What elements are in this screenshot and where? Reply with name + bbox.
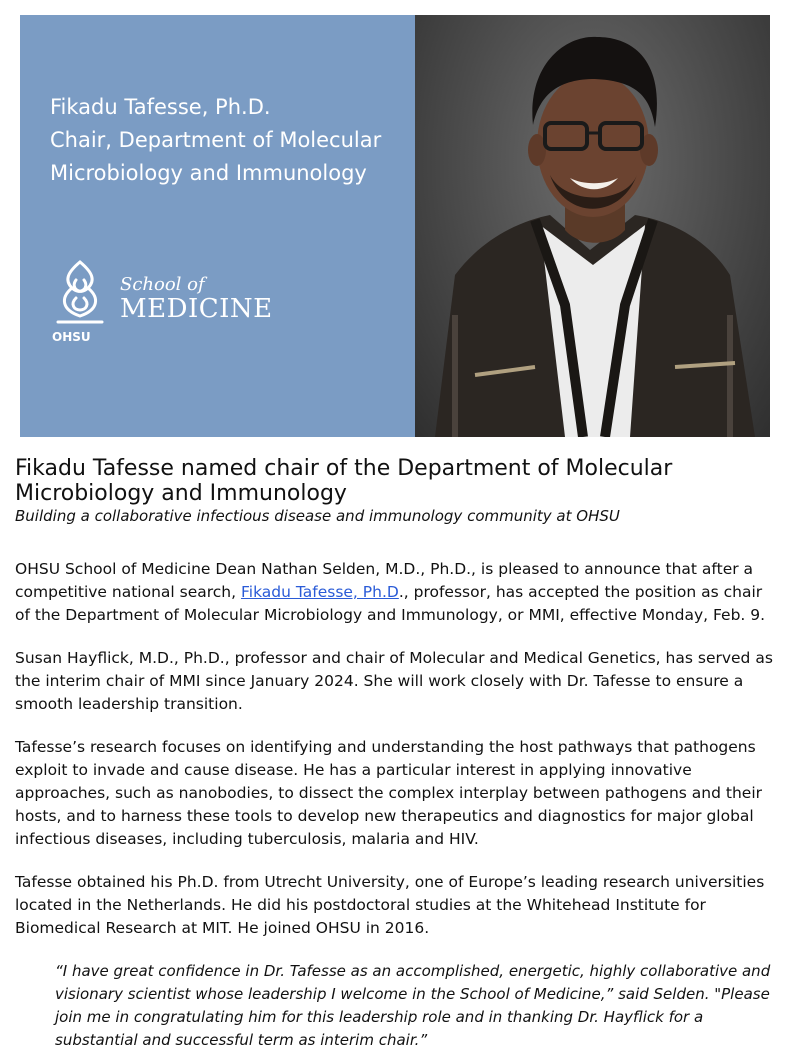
selden-quote: “I have great confidence in Dr. Tafesse as an accomplished, energetic, highly collaborative and visionary scientist whose leadership I welcome in the School of Medicine,” said Selden. "Please join me in congratulating him for this leadership role and in thanking Dr. Hayflick for a substantial and successful term as interim chair.”: [55, 962, 771, 1049]
banner-panel: [20, 15, 415, 437]
banner-title-line: Fikadu Tafesse, Ph.D.: [50, 95, 271, 119]
portrait-photo: [415, 15, 770, 437]
logo-school-text: School of: [120, 274, 205, 295]
portrait-illustration: [415, 15, 770, 437]
banner-title-line: Chair, Department of Molecular: [50, 128, 382, 152]
article-paragraph-3: Tafesse’s research focuses on identifying and understanding the host pathways that pathogens exploit to invade and cause disease. He has a particular interest in applying innovative approaches, such as nanobodies, to dissect the complex interplay between pathogens and their hosts, and to harness these tools to develop new therapeutics and diagnostics for major global infectious diseases, including tuberculosis, malaria and HIV.: [15, 738, 762, 848]
hero-banner: [20, 15, 770, 437]
ohsu-emblem-icon: [50, 258, 110, 330]
banner-title-line: Microbiology and Immunology: [50, 161, 367, 185]
logo-medicine-text: MEDICINE: [120, 294, 273, 324]
banner-title: [50, 91, 410, 190]
article-headline: Fikadu Tafesse named chair of the Department of Molecular Microbiology and Immunology: [15, 456, 673, 506]
article-subhead: Building a collaborative infectious disease and immunology community at OHSU: [15, 507, 620, 525]
paragraph-text: OHSU School of Medicine Dean Nathan Selden, M.D., Ph.D., is pleased to announce that after a competitive national search,: [15, 560, 754, 601]
article-paragraph-4: Tafesse obtained his Ph.D. from Utrecht University, one of Europe’s leading research universities located in the Netherlands. He did his postdoctoral studies at the Whitehead Institute for Biomedical Research at MIT. He joined OHSU in 2016.: [15, 873, 765, 937]
logo-org-text: OHSU: [52, 330, 91, 344]
ohsu-school-of-medicine-logo: [50, 258, 290, 348]
paragraph-text: ., professor, has accepted the position as chair of the Department of Molecular Microbiology and Immunology, or MMI, effective Monday, Feb. 9.: [15, 583, 766, 624]
article-paragraph-1: [15, 558, 780, 627]
article-paragraph-2: Susan Hayflick, M.D., Ph.D., professor and chair of Molecular and Medical Genetics, has served as the interim chair of MMI since January 2024. She will work closely with Dr. Tafesse to ensure a smooth leadership transition.: [15, 649, 773, 713]
fikadu-tafesse-profile-link[interactable]: Fikadu Tafesse, Ph.D: [240, 583, 399, 601]
